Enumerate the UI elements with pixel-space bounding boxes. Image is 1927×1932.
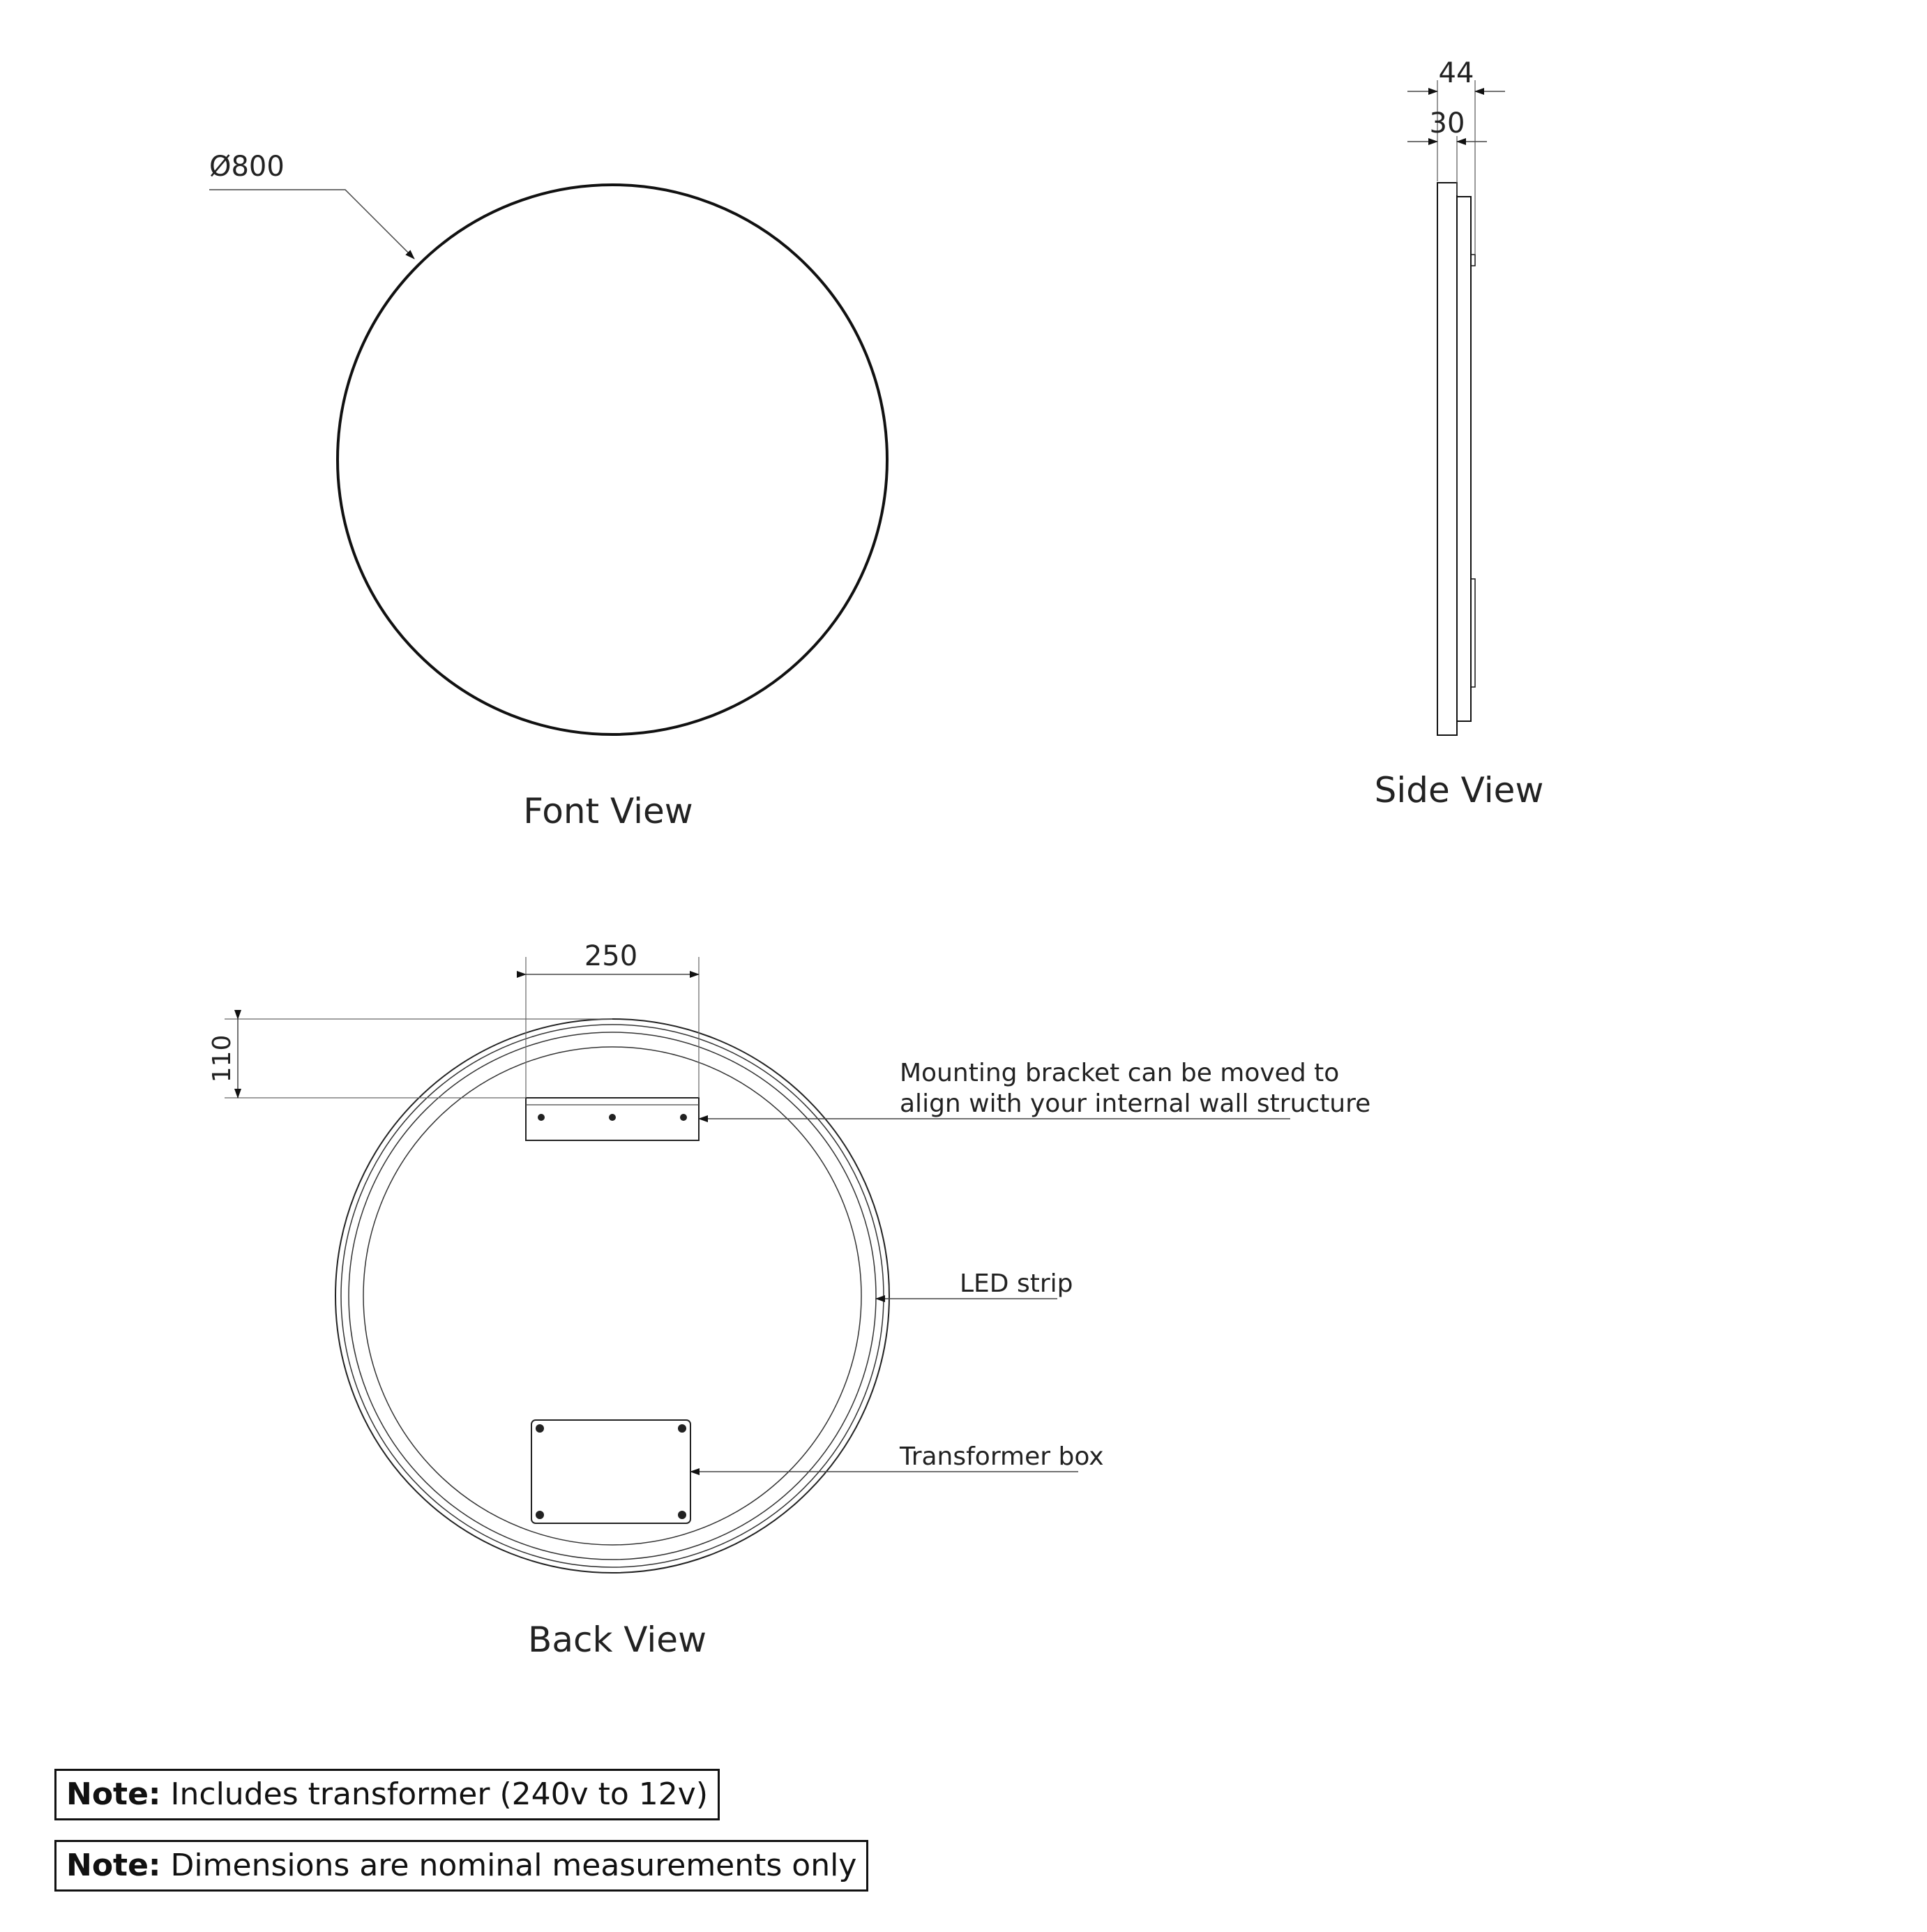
front-mirror-outline	[338, 185, 887, 734]
back-view	[208, 940, 1370, 1660]
transformer-screw	[536, 1424, 544, 1433]
front-view-caption: Font View	[523, 791, 693, 831]
transformer-screw	[678, 1511, 686, 1519]
diameter-label: Ø800	[209, 151, 285, 183]
dim-30-label: 30	[1429, 107, 1465, 139]
bracket-screw-hole	[609, 1114, 616, 1121]
mounting-bracket	[526, 1098, 699, 1140]
bracket-callout-line1: Mounting bracket can be moved to	[900, 1059, 1340, 1087]
side-rear-frame	[1457, 197, 1471, 721]
led-callout: LED strip	[960, 1269, 1073, 1298]
bracket-screw-hole	[680, 1114, 687, 1121]
side-view-caption: Side View	[1374, 770, 1544, 810]
bracket-callout-line2: align with your internal wall structure	[900, 1089, 1371, 1118]
note-text: Dimensions are nominal measurements only	[170, 1848, 857, 1883]
dim-250-label: 250	[584, 940, 638, 972]
bracket-screw-hole	[538, 1114, 545, 1121]
dim-110-label: 110	[208, 1034, 236, 1083]
note-label: Note:	[66, 1776, 161, 1812]
dim-44-label: 44	[1438, 57, 1474, 89]
transformer-screw	[678, 1424, 686, 1433]
note-text: Includes transformer (240v to 12v)	[170, 1776, 708, 1812]
side-view	[1375, 57, 1544, 810]
transformer-screw	[536, 1511, 544, 1519]
diameter-leader-line	[209, 190, 414, 259]
note-transformer	[54, 1769, 720, 1820]
note-dimensions	[54, 1840, 868, 1892]
transformer-box	[531, 1420, 690, 1523]
note-label: Note:	[66, 1848, 161, 1883]
back-view-caption: Back View	[528, 1620, 706, 1660]
transformer-callout: Transformer box	[900, 1442, 1104, 1471]
side-glass-panel	[1437, 183, 1457, 735]
front-view	[209, 151, 887, 831]
